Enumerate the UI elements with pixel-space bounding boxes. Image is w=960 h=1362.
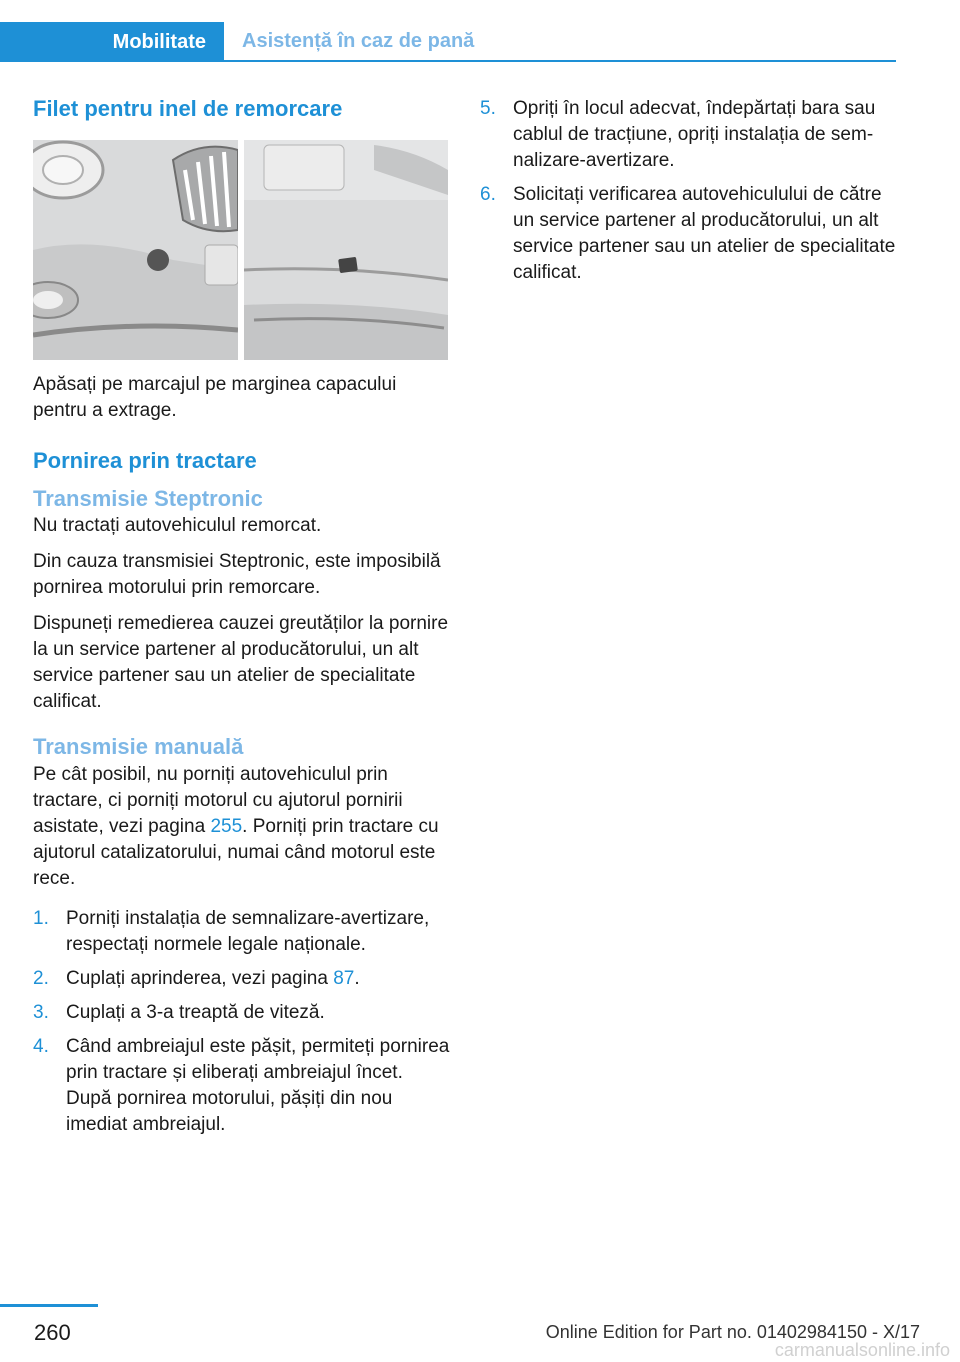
step-text: Cuplați a 3-a treaptă de viteză. bbox=[66, 1001, 325, 1023]
watermark: carmanualsonline.info bbox=[774, 1340, 950, 1360]
manual-para bbox=[33, 762, 453, 892]
edition-info: Online Edition for Part no. 01402984150 - X/17 bbox=[545, 1322, 920, 1342]
tow-thread-instruction: Apăsați pe marcajul pe marginea capacului pentru a extrage. bbox=[33, 374, 397, 422]
left-column bbox=[33, 96, 453, 1146]
step-text: Porniți instalația de semnalizare-avertizare, respectați normele legale naționale. bbox=[66, 907, 430, 955]
footer-accent-line bbox=[0, 1304, 98, 1307]
tab-mobilitate[interactable]: Mobilitate bbox=[0, 22, 224, 62]
list-item bbox=[33, 1000, 453, 1026]
step-number: 3. bbox=[33, 1001, 49, 1023]
page-ref-87[interactable]: 87 bbox=[333, 967, 355, 989]
list-item bbox=[33, 906, 453, 958]
list-item bbox=[33, 1034, 453, 1138]
step-number: 5. bbox=[480, 98, 496, 119]
steptronic-para-3: Dispuneți remedierea cauzei greutăților la pornire la un service partener al producătorului, un alt service partener sau un atelier de specialitate calificat. bbox=[33, 613, 449, 713]
list-item bbox=[480, 182, 900, 286]
step-text bbox=[66, 966, 453, 992]
right-column bbox=[480, 96, 900, 294]
step-number: 2. bbox=[33, 967, 49, 989]
page-ref-255[interactable]: 255 bbox=[210, 815, 243, 837]
steptronic-para-2: Din cauza transmisiei Steptronic, este imposibilă pornirea motorului prin remorcare. bbox=[33, 551, 441, 599]
step-text: Solicitați verificarea autovehiculului de către un service partener al producătorului, un alt service partener sau un atelier de specialitate calificat. bbox=[513, 184, 896, 283]
rear-bumper-image bbox=[244, 140, 448, 360]
tow-thread-illustration bbox=[33, 140, 448, 360]
step-text: Când ambreiajul este pășit, permiteți pornirea prin tractare și eliberați ambreiajul încet. După pornirea motorului, pășiți din nou imediat ambreiajul. bbox=[66, 1035, 450, 1135]
subtitle-steptronic: Transmisie Steptronic bbox=[33, 485, 263, 511]
section-title-tow-thread: Filet pentru inel de remorcare bbox=[33, 96, 343, 121]
step-number: 4. bbox=[33, 1035, 49, 1057]
header-bar bbox=[0, 0, 960, 64]
step-number: 6. bbox=[480, 184, 496, 205]
manual-steps-list-continued bbox=[480, 96, 900, 286]
subtitle-manual: Transmisie manuală bbox=[33, 734, 244, 760]
manual-text-a: Pe cât posibil, nu porniți autovehiculul prin tractare, ci porniți motorul cu ajutorul pornirii asistate, vezi pagina bbox=[33, 763, 403, 837]
manual-steps-list bbox=[33, 906, 453, 1138]
step-number: 1. bbox=[33, 907, 49, 929]
section-title-tow-start: Pornirea prin tractare bbox=[33, 448, 257, 474]
list-item bbox=[33, 966, 453, 992]
tab-asistenta[interactable]: Asistență în caz de pană bbox=[224, 22, 896, 62]
manual-text-b: . Porniți prin tractare cu ajutorul catalizatorului, numai când motorul este rece. bbox=[33, 815, 439, 889]
front-bumper-image bbox=[33, 140, 238, 360]
list-item bbox=[480, 96, 900, 174]
step-text-a: Cuplați aprinderea, vezi pagina bbox=[66, 967, 334, 989]
steptronic-para-1: Nu tractați autovehiculul remorcat. bbox=[33, 515, 322, 537]
step-text-b: . bbox=[354, 967, 360, 989]
step-text: Opriți în locul adecvat, îndepărtați bara sau cablul de tracțiune, opriți instalația de semnalizare-avertizare. bbox=[513, 98, 876, 171]
page-number: 260 bbox=[34, 1320, 71, 1345]
